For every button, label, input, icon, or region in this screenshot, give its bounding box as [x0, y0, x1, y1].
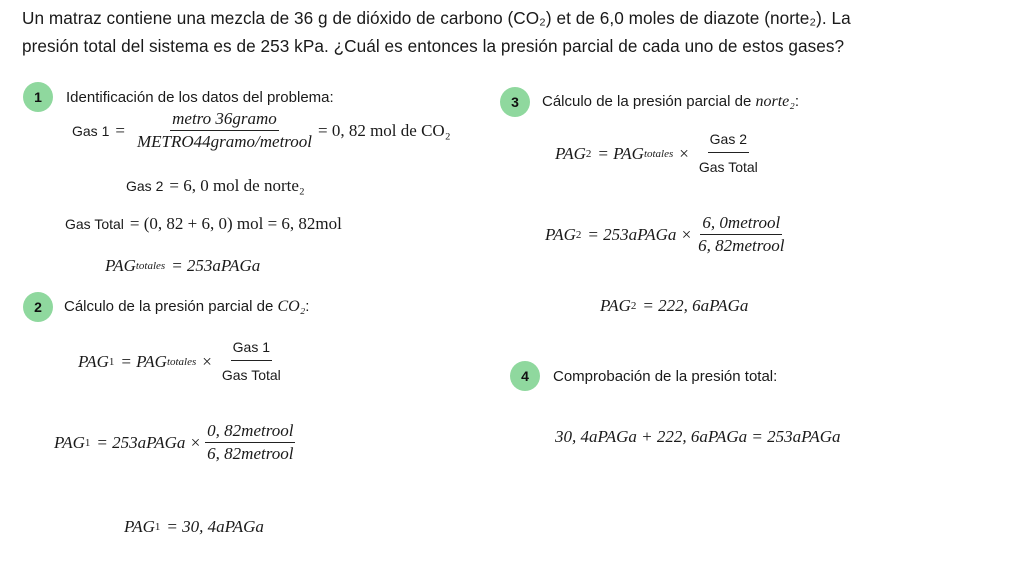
step-3-mol-ratio: $\frac{\text{6, 0metrool}}{\text{6, 82metrool}}$	[698, 213, 785, 255]
gas2-label: Gas 2	[126, 178, 164, 194]
step-2-result: PAG 1 = 30, 4aPAGa	[124, 517, 264, 536]
step-2-badge: 2	[23, 292, 53, 322]
step-1-pressure-total: PAG totales = 253aPAGa	[105, 256, 261, 275]
gas1-label: Gas 1	[72, 122, 110, 139]
step-2-formula: PAG 1 = PAG totales × $\frac{\text{Gas 1}}{\text{Gas Total}}$	[78, 336, 287, 387]
step-4-title: Comprobación de la presión total:	[553, 368, 778, 385]
gastotal-expr: = (0, 82 + 6, 0) mol = 6, 82mol	[129, 214, 342, 233]
step-3-title: Cálculo de la presión parcial de norte₂:	[542, 93, 799, 110]
step-1-badge: 1	[23, 82, 53, 112]
step-3-result: PAG 2 = 222, 6aPAGa	[600, 296, 749, 315]
step-1-title: Identificación de los datos del problema:	[66, 89, 334, 106]
step-1-gas2-equation	[126, 176, 305, 196]
step-2-ratio: $\frac{\text{Gas 1}}{\text{Gas Total}}$	[220, 336, 283, 387]
gas1-fraction: $\frac{\text{metro 36gramo}}{\text{METRO44gramo/metrool}}$	[136, 109, 312, 151]
gastotal-label: Gas Total	[65, 216, 124, 232]
step-2-substitution: PAG 1 = 253aPAGa × $\frac{\text{0, 82metrool}}{\text{6, 82metrool}}$	[54, 421, 294, 463]
step-3-formula: PAG 2 = PAG totales × $\frac{\text{Gas 2}}{\text{Gas Total}}$	[555, 128, 764, 179]
problem-line-1: Un matraz contiene una mezcla de 36 g de dióxido de carbono (CO₂) et de 6,0 moles de diazote (norte₂). La	[22, 8, 851, 28]
step-2-title: Cálculo de la presión parcial de CO₂:	[64, 298, 310, 315]
step-4-badge: 4	[510, 361, 540, 391]
step-3-badge: 3	[500, 87, 530, 117]
step-1-gas1-equation: Gas 1 = $\frac{\text{metro 36gramo}}{\text{METRO44gramo/metrool}}$ = 0, 82 mol de CO₂	[72, 109, 451, 151]
gas2-expr: = 6, 0 mol de norte₂	[169, 176, 305, 195]
step-3-ratio: $\frac{\text{Gas 2}}{\text{Gas Total}}$	[697, 128, 760, 179]
step-4-check: 30, 4aPAGa + 222, 6aPAGa = 253aPAGa	[555, 427, 841, 446]
step-1-gastotal-equation	[65, 214, 342, 234]
step-3-substitution: PAG 2 = 253aPAGa × $\frac{\text{6, 0metrool}}{\text{6, 82metrool}}$	[545, 213, 785, 255]
problem-statement	[22, 4, 1007, 60]
problem-line-2: presión total del sistema es de 253 kPa. ¿Cuál es entonces la presión parcial de cada uno de estos gases?	[22, 36, 845, 56]
gas1-result: = 0, 82 mol de CO₂	[318, 120, 451, 140]
step-2-mol-ratio: $\frac{\text{0, 82metrool}}{\text{6, 82metrool}}$	[207, 421, 294, 463]
